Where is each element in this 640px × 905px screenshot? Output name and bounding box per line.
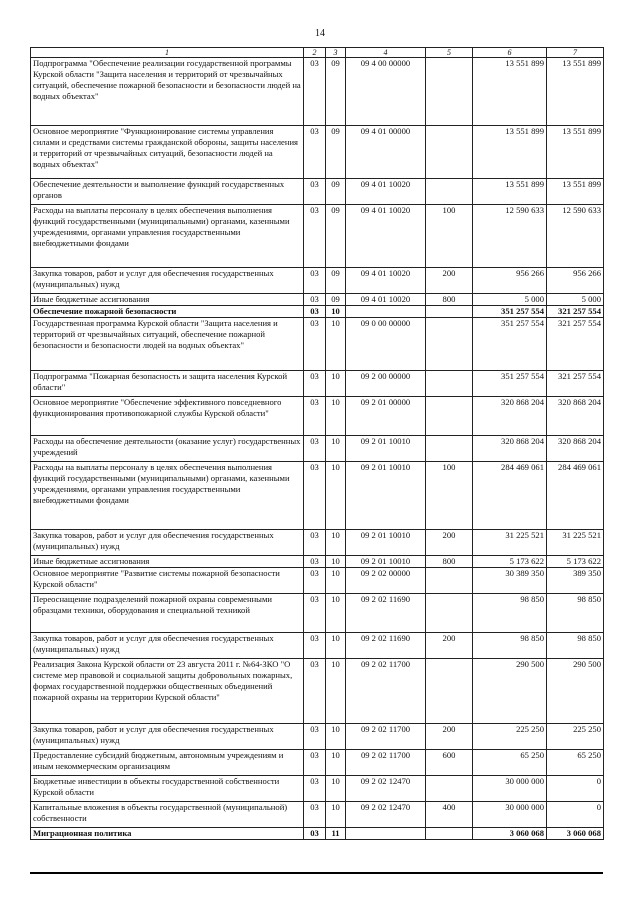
cell-name: Миграционная политика	[31, 828, 304, 840]
cell-sum-2: 321 257 554	[547, 371, 604, 397]
cell-sum-1: 956 266	[473, 268, 547, 294]
cell-subsection: 09	[326, 294, 346, 306]
cell-subsection: 09	[326, 268, 346, 294]
budget-table	[30, 47, 604, 840]
cell-sum-1: 225 250	[473, 724, 547, 750]
table-row	[31, 776, 604, 802]
cell-subsection: 10	[326, 556, 346, 568]
table-row	[31, 594, 604, 633]
cell-name: Предоставление субсидий бюджетным, автономным учреждениям и иным некоммерческим организациям	[31, 750, 304, 776]
cell-subsection: 10	[326, 750, 346, 776]
cell-subsection: 10	[326, 724, 346, 750]
cell-subsection: 10	[326, 462, 346, 530]
table-row	[31, 659, 604, 724]
cell-name: Капитальные вложения в объекты государственной (муниципальной) собственности	[31, 802, 304, 828]
cell-section: 03	[304, 776, 326, 802]
cell-subsection: 10	[326, 659, 346, 724]
cell-target-article: 09 2 02 11700	[346, 724, 426, 750]
cell-sum-2: 0	[547, 802, 604, 828]
cell-section: 03	[304, 58, 326, 126]
cell-sum-1: 31 225 521	[473, 530, 547, 556]
cell-expense-type: 200	[426, 724, 473, 750]
cell-name: Переоснащение подразделений пожарной охраны современными образцами техники, оборудования и специальной техникой	[31, 594, 304, 633]
cell-target-article: 09 2 01 10010	[346, 556, 426, 568]
table-row	[31, 633, 604, 659]
header-col-sum-2: 7	[547, 48, 604, 58]
cell-section: 03	[304, 436, 326, 462]
cell-expense-type	[426, 568, 473, 594]
cell-sum-1: 284 469 061	[473, 462, 547, 530]
cell-expense-type	[426, 58, 473, 126]
table-row	[31, 436, 604, 462]
table-row	[31, 802, 604, 828]
cell-sum-1: 5 000	[473, 294, 547, 306]
cell-target-article: 09 2 02 11690	[346, 594, 426, 633]
table-body	[31, 58, 604, 840]
cell-expense-type: 800	[426, 294, 473, 306]
cell-expense-type	[426, 306, 473, 318]
cell-sum-1: 30 389 350	[473, 568, 547, 594]
cell-target-article: 09 4 01 10020	[346, 294, 426, 306]
cell-target-article: 09 4 01 10020	[346, 179, 426, 205]
header-col-subsection: 3	[326, 48, 346, 58]
cell-sum-2: 98 850	[547, 594, 604, 633]
header-col-expense-type: 5	[426, 48, 473, 58]
cell-sum-2: 13 551 899	[547, 58, 604, 126]
cell-sum-2: 65 250	[547, 750, 604, 776]
cell-sum-2: 5 000	[547, 294, 604, 306]
cell-subsection: 09	[326, 179, 346, 205]
cell-target-article: 09 2 02 11700	[346, 750, 426, 776]
cell-subsection: 10	[326, 802, 346, 828]
cell-name: Закупка товаров, работ и услуг для обеспечения государственных (муниципальных) нужд	[31, 530, 304, 556]
cell-subsection: 09	[326, 205, 346, 268]
cell-expense-type	[426, 179, 473, 205]
table-row	[31, 750, 604, 776]
cell-sum-2: 13 551 899	[547, 179, 604, 205]
cell-target-article: 09 4 00 00000	[346, 58, 426, 126]
cell-sum-1: 13 551 899	[473, 179, 547, 205]
cell-target-article: 09 0 00 00000	[346, 318, 426, 371]
cell-section: 03	[304, 397, 326, 436]
cell-subsection: 10	[326, 633, 346, 659]
cell-sum-1: 13 551 899	[473, 58, 547, 126]
cell-sum-2: 284 469 061	[547, 462, 604, 530]
cell-sum-2: 0	[547, 776, 604, 802]
cell-expense-type: 200	[426, 530, 473, 556]
table-row	[31, 205, 604, 268]
cell-sum-2: 225 250	[547, 724, 604, 750]
table-row	[31, 294, 604, 306]
cell-expense-type	[426, 594, 473, 633]
table-row	[31, 371, 604, 397]
cell-sum-2: 5 173 622	[547, 556, 604, 568]
cell-name: Закупка товаров, работ и услуг для обеспечения государственных (муниципальных) нужд	[31, 268, 304, 294]
cell-subsection: 10	[326, 371, 346, 397]
cell-target-article: 09 2 02 11700	[346, 659, 426, 724]
cell-sum-1: 290 500	[473, 659, 547, 724]
cell-sum-2: 956 266	[547, 268, 604, 294]
cell-sum-2: 3 060 068	[547, 828, 604, 840]
cell-subsection: 10	[326, 318, 346, 371]
cell-section: 03	[304, 268, 326, 294]
cell-name: Расходы на выплаты персоналу в целях обеспечения выполнения функций государственными (муниципальными) органами, казенными учреждениями, органами управления государственными внебюджетными фондами	[31, 462, 304, 530]
table-row	[31, 724, 604, 750]
cell-section: 03	[304, 556, 326, 568]
header-col-section: 2	[304, 48, 326, 58]
cell-subsection: 10	[326, 776, 346, 802]
cell-name: Закупка товаров, работ и услуг для обеспечения государственных (муниципальных) нужд	[31, 633, 304, 659]
table-row	[31, 568, 604, 594]
cell-subsection: 10	[326, 594, 346, 633]
cell-sum-2: 12 590 633	[547, 205, 604, 268]
table-row	[31, 179, 604, 205]
cell-section: 03	[304, 750, 326, 776]
table-row	[31, 397, 604, 436]
cell-name: Бюджетные инвестиции в объекты государственной собственности Курской области	[31, 776, 304, 802]
cell-section: 03	[304, 462, 326, 530]
cell-sum-1: 30 000 000	[473, 776, 547, 802]
cell-section: 03	[304, 318, 326, 371]
cell-section: 03	[304, 802, 326, 828]
cell-section: 03	[304, 294, 326, 306]
cell-name: Обеспечение деятельности и выполнение функций государственных органов	[31, 179, 304, 205]
cell-target-article: 09 2 02 12470	[346, 802, 426, 828]
cell-sum-1: 65 250	[473, 750, 547, 776]
cell-name: Обеспечение пожарной безопасности	[31, 306, 304, 318]
cell-sum-1: 98 850	[473, 633, 547, 659]
cell-target-article: 09 2 01 10010	[346, 462, 426, 530]
cell-sum-1: 12 590 633	[473, 205, 547, 268]
cell-subsection: 10	[326, 397, 346, 436]
cell-target-article: 09 2 02 12470	[346, 776, 426, 802]
cell-section: 03	[304, 828, 326, 840]
cell-target-article: 09 4 01 10020	[346, 268, 426, 294]
cell-subsection: 11	[326, 828, 346, 840]
cell-sum-2: 290 500	[547, 659, 604, 724]
cell-sum-2: 320 868 204	[547, 397, 604, 436]
cell-sum-1: 351 257 554	[473, 371, 547, 397]
cell-name: Расходы на обеспечение деятельности (оказание услуг) государственных учреждений	[31, 436, 304, 462]
cell-expense-type	[426, 126, 473, 179]
cell-name: Подпрограмма "Пожарная безопасность и защита населения Курской области"	[31, 371, 304, 397]
cell-target-article: 09 2 01 00000	[346, 397, 426, 436]
table-row	[31, 462, 604, 530]
cell-sum-1: 320 868 204	[473, 436, 547, 462]
cell-target-article: 09 2 02 00000	[346, 568, 426, 594]
cell-section: 03	[304, 568, 326, 594]
cell-section: 03	[304, 179, 326, 205]
cell-name: Подпрограмма "Обеспечение реализации государственной программы Курской области "Защита населения и территорий от чрезвычайных ситуаций, обеспечение пожарной безопасности и безопасности людей на водных объектах"	[31, 58, 304, 126]
table-row	[31, 828, 604, 840]
cell-name: Государственная программа Курской области "Защита населения и территорий от чрезвычайных ситуаций, обеспечение пожарной безопасности и безопасности людей на водных объектах"	[31, 318, 304, 371]
cell-sum-1: 320 868 204	[473, 397, 547, 436]
cell-section: 03	[304, 724, 326, 750]
cell-target-article: 09 2 02 11690	[346, 633, 426, 659]
page-number: 14	[315, 28, 325, 39]
cell-name: Расходы на выплаты персоналу в целях обеспечения выполнения функций государственными (муниципальными) органами, казенными учреждениями, органами управления государственными внебюджетными фондами	[31, 205, 304, 268]
table-row	[31, 318, 604, 371]
cell-section: 03	[304, 594, 326, 633]
cell-name: Основное мероприятие "Функционирование системы управления силами и средствами системы гражданской обороны, защиты населения и территорий от чрезвычайных ситуаций, безопасности людей на водных объектах"	[31, 126, 304, 179]
cell-subsection: 10	[326, 436, 346, 462]
cell-target-article	[346, 306, 426, 318]
cell-expense-type: 100	[426, 205, 473, 268]
header-col-target-article: 4	[346, 48, 426, 58]
cell-target-article	[346, 828, 426, 840]
header-col-sum-1: 6	[473, 48, 547, 58]
cell-sum-2: 98 850	[547, 633, 604, 659]
cell-target-article: 09 2 01 10010	[346, 530, 426, 556]
cell-section: 03	[304, 633, 326, 659]
cell-section: 03	[304, 659, 326, 724]
header-col-name: 1	[31, 48, 304, 58]
cell-name: Основное мероприятие "Обеспечение эффективного повседневного функционирования противопожарной службы Курской области"	[31, 397, 304, 436]
bottom-rule	[30, 872, 603, 874]
cell-sum-2: 321 257 554	[547, 306, 604, 318]
cell-target-article: 09 4 01 00000	[346, 126, 426, 179]
cell-target-article: 09 4 01 10020	[346, 205, 426, 268]
cell-expense-type	[426, 659, 473, 724]
cell-expense-type: 200	[426, 268, 473, 294]
cell-subsection: 10	[326, 306, 346, 318]
cell-sum-1: 30 000 000	[473, 802, 547, 828]
cell-expense-type: 600	[426, 750, 473, 776]
cell-sum-1: 13 551 899	[473, 126, 547, 179]
table-row	[31, 126, 604, 179]
cell-section: 03	[304, 530, 326, 556]
cell-subsection: 10	[326, 568, 346, 594]
cell-section: 03	[304, 126, 326, 179]
table-row	[31, 268, 604, 294]
cell-target-article: 09 2 00 00000	[346, 371, 426, 397]
cell-section: 03	[304, 205, 326, 268]
table-row	[31, 58, 604, 126]
cell-expense-type	[426, 828, 473, 840]
cell-name: Закупка товаров, работ и услуг для обеспечения государственных (муниципальных) нужд	[31, 724, 304, 750]
cell-expense-type: 800	[426, 556, 473, 568]
cell-expense-type: 400	[426, 802, 473, 828]
cell-section: 03	[304, 371, 326, 397]
cell-sum-2: 13 551 899	[547, 126, 604, 179]
cell-name: Иные бюджетные ассигнования	[31, 556, 304, 568]
cell-sum-1: 351 257 554	[473, 306, 547, 318]
cell-name: Реализация Закона Курской области от 23 августа 2011 г. №64-ЗКО "О системе мер правовой и социальной защиты добровольных пожарных, формах государственной поддержки общественных объединений пожарной охраны на территории Курской области"	[31, 659, 304, 724]
table-row	[31, 530, 604, 556]
cell-sum-1: 3 060 068	[473, 828, 547, 840]
cell-sum-2: 389 350	[547, 568, 604, 594]
cell-subsection: 09	[326, 126, 346, 179]
cell-subsection: 10	[326, 530, 346, 556]
header-row	[31, 48, 604, 58]
cell-expense-type	[426, 436, 473, 462]
cell-sum-1: 98 850	[473, 594, 547, 633]
cell-expense-type: 200	[426, 633, 473, 659]
cell-expense-type	[426, 397, 473, 436]
cell-subsection: 09	[326, 58, 346, 126]
cell-expense-type	[426, 318, 473, 371]
cell-sum-1: 5 173 622	[473, 556, 547, 568]
cell-name: Основное мероприятие "Развитие системы пожарной безопасности Курской области"	[31, 568, 304, 594]
table-row	[31, 556, 604, 568]
cell-sum-2: 321 257 554	[547, 318, 604, 371]
cell-expense-type	[426, 776, 473, 802]
cell-sum-2: 320 868 204	[547, 436, 604, 462]
cell-section: 03	[304, 306, 326, 318]
cell-name: Иные бюджетные ассигнования	[31, 294, 304, 306]
cell-sum-2: 31 225 521	[547, 530, 604, 556]
cell-expense-type	[426, 371, 473, 397]
cell-target-article: 09 2 01 10010	[346, 436, 426, 462]
cell-expense-type: 100	[426, 462, 473, 530]
table-row	[31, 306, 604, 318]
cell-sum-1: 351 257 554	[473, 318, 547, 371]
